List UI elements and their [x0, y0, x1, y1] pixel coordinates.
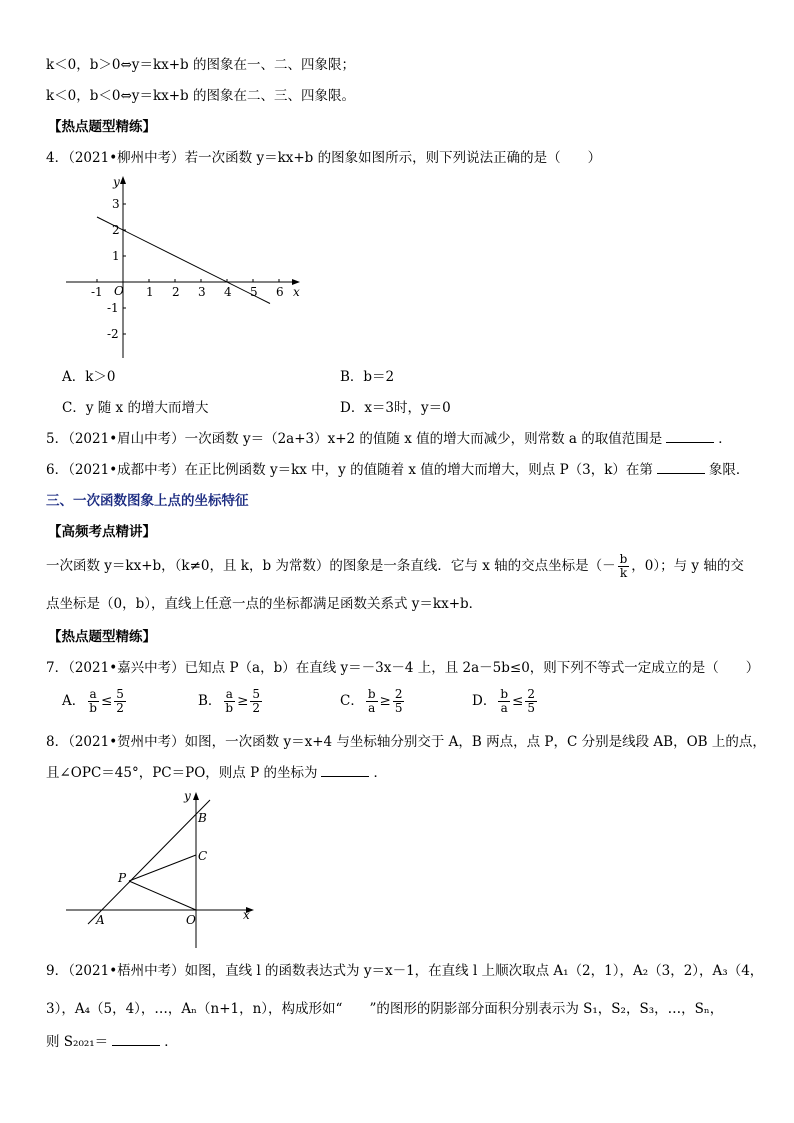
q8-label-p: P	[118, 871, 127, 885]
q8-y-arrow-icon	[193, 792, 199, 800]
heading-practice-2: 【热点题型精练】	[48, 629, 156, 645]
den: 2	[252, 701, 261, 715]
keypoint-fraction	[618, 553, 630, 580]
q9-line-3-text: 则 S₂₀₂₁＝	[46, 1034, 109, 1050]
q4-x-tick: 3	[198, 285, 206, 299]
q4-x-tick: 4	[224, 285, 232, 299]
relation: ≤	[100, 693, 113, 709]
frac	[250, 688, 262, 715]
num: 2	[527, 687, 535, 701]
q4-y-tick: 1	[112, 249, 120, 263]
q4-option-d[interactable]: D．x＝3时，y＝0	[340, 400, 451, 416]
q4-option-a[interactable]: A．k＞0	[62, 369, 116, 385]
q7-option-c[interactable]	[340, 688, 406, 715]
num: b	[367, 687, 376, 701]
den: a	[500, 701, 508, 715]
q4-x-axis-label: x	[293, 285, 300, 299]
frac	[366, 688, 378, 715]
num: a	[89, 687, 97, 701]
q9-line-3	[46, 1033, 178, 1051]
q8-label-y: y	[184, 789, 191, 803]
num: a	[225, 687, 233, 701]
q7-option-d[interactable]	[472, 688, 539, 715]
frac	[498, 688, 510, 715]
q8-line-2-text: 且∠OPC＝45°，PC＝PO，则点 P 的坐标为	[46, 765, 318, 781]
q4-x-tick: 2	[172, 285, 180, 299]
q4-x-tick: -1	[91, 285, 103, 299]
q7-option-d-label: D．	[472, 693, 497, 709]
frac	[114, 688, 126, 715]
frac	[87, 688, 99, 715]
rule-3-text: k＜0，b＞0⇔y＝kx+b 的图象在一、二、四象限；	[46, 57, 355, 73]
relation: ≥	[237, 693, 249, 709]
keypoint-line-1a: 一次函数 y＝kx+b，（k≠0，且 k，b 为常数）的图象是一条直线．它与 x 轴的交点坐标是（－	[46, 558, 616, 574]
keypoint-line-2: 点坐标是（0，b），直线上任意一点的坐标都满足函数关系式 y＝kx+b．	[46, 596, 483, 612]
q4-y-tick: 3	[112, 197, 120, 211]
heading-keypoint: 【高频考点精讲】	[48, 524, 156, 540]
q7-option-a-label: A．	[62, 693, 86, 709]
q8-label-b: B	[198, 811, 207, 825]
q4-stem: 4．（2021•柳州中考）若一次函数 y＝kx+b 的图象如图所示，则下列说法正确的是（ ）	[46, 150, 602, 166]
q8-line-2	[46, 764, 387, 782]
q7-option-b-label: B．	[198, 693, 222, 709]
q8-answer-blank[interactable]	[321, 764, 369, 777]
heading-practice-1: 【热点题型精练】	[48, 119, 156, 135]
frac	[223, 688, 235, 715]
q6-end: 象限．	[708, 462, 750, 478]
rule-4-text: k＜0，b＜0⇔y＝kx+b 的图象在二、三、四象限。	[46, 88, 355, 104]
q8-label-a: A	[96, 913, 105, 927]
den: b	[89, 701, 97, 715]
fraction-denominator: k	[619, 566, 628, 580]
q9-answer-blank[interactable]	[112, 1033, 160, 1046]
q8-line-1: 8．（2021•贺州中考）如图，一次函数 y＝x+4 与坐标轴分别交于 A，B 两点，点 P，C 分别是线段 AB，OB 上的点，	[46, 734, 766, 750]
q5	[46, 430, 732, 448]
q4-graph	[60, 172, 310, 362]
q4-y-arrow-icon	[120, 176, 126, 184]
q7-option-a[interactable]	[62, 688, 128, 715]
q4-y-tick: 2	[112, 223, 120, 237]
fraction-numerator: b	[619, 552, 628, 566]
num: 5	[116, 687, 124, 701]
q5-stem: 5．（2021•眉山中考）一次函数 y＝（2a+3）x+2 的值随 x 值的增大而减少，则常数 a 的取值范围是	[46, 431, 663, 447]
q8-segment-pc	[129, 855, 196, 881]
frac	[393, 688, 405, 715]
q8-end: ．	[373, 765, 387, 781]
relation: ≤	[512, 693, 524, 709]
den: 2	[116, 701, 124, 715]
q5-end: ．	[718, 431, 732, 447]
q4-option-c[interactable]: C．y 随 x 的增大而增大	[62, 400, 209, 416]
q8-graph	[60, 786, 260, 952]
q4-option-b[interactable]: B．b＝2	[340, 369, 395, 385]
keypoint-line-1b: ，0）；与 y 轴的交	[631, 558, 744, 574]
q4-x-tick: 6	[276, 285, 284, 299]
q4-y-tick: -2	[107, 327, 119, 341]
rule-3	[46, 56, 355, 74]
q9-line-1: 9．（2021•梧州中考）如图，直线 l 的函数表达式为 y＝x－1，在直线 l 上顺次取点 A₁（2，1），A₂（3，2），A₃（4，	[46, 963, 764, 979]
q6-answer-blank[interactable]	[657, 461, 705, 474]
keypoint-line-1	[46, 553, 744, 580]
den: 5	[527, 701, 535, 715]
den: b	[225, 701, 234, 715]
q4-y-tick: -1	[107, 301, 119, 315]
den: 5	[394, 701, 403, 715]
q7-option-b[interactable]	[198, 688, 264, 715]
q5-answer-blank[interactable]	[666, 430, 714, 443]
frac	[525, 688, 537, 715]
q9-end: ．	[164, 1034, 178, 1050]
q6-stem: 6．（2021•成都中考）在正比例函数 y＝kx 中，y 的值随着 x 值的增大而增大，则点 P（3，k）在第	[46, 462, 653, 478]
rule-4	[46, 87, 355, 105]
q8-line-ab	[88, 800, 210, 924]
q4-y-axis-label: y	[113, 175, 120, 189]
section-3-title: 三、一次函数图象上点的坐标特征	[46, 493, 249, 509]
q8-label-x: x	[243, 908, 250, 922]
q4-origin-label: O	[114, 284, 124, 298]
den: a	[368, 701, 376, 715]
q8-label-o: O	[186, 913, 196, 927]
num: 5	[252, 687, 261, 701]
q8-label-c: C	[198, 849, 208, 863]
q7-option-c-label: C．	[340, 693, 364, 709]
q8-segment-po	[129, 881, 196, 910]
num: b	[500, 687, 509, 701]
num: 2	[394, 687, 403, 701]
q4-x-tick: 1	[146, 285, 154, 299]
q7-stem: 7．（2021•嘉兴中考）已知点 P（a，b）在直线 y＝－3x－4 上，且 2a－5b≤0，则下列不等式一定成立的是（ ）	[46, 660, 760, 676]
relation: ≥	[379, 693, 391, 709]
q6	[46, 461, 749, 479]
q4-x-tick: 5	[250, 285, 258, 299]
q9-line-2: 3），A₄（5，4），…，Aₙ（n+1，n），构成形如“ ”的图形的阴影部分面积分别表示为 S₁，S₂，S₃，…，Sₙ，	[46, 1001, 724, 1017]
